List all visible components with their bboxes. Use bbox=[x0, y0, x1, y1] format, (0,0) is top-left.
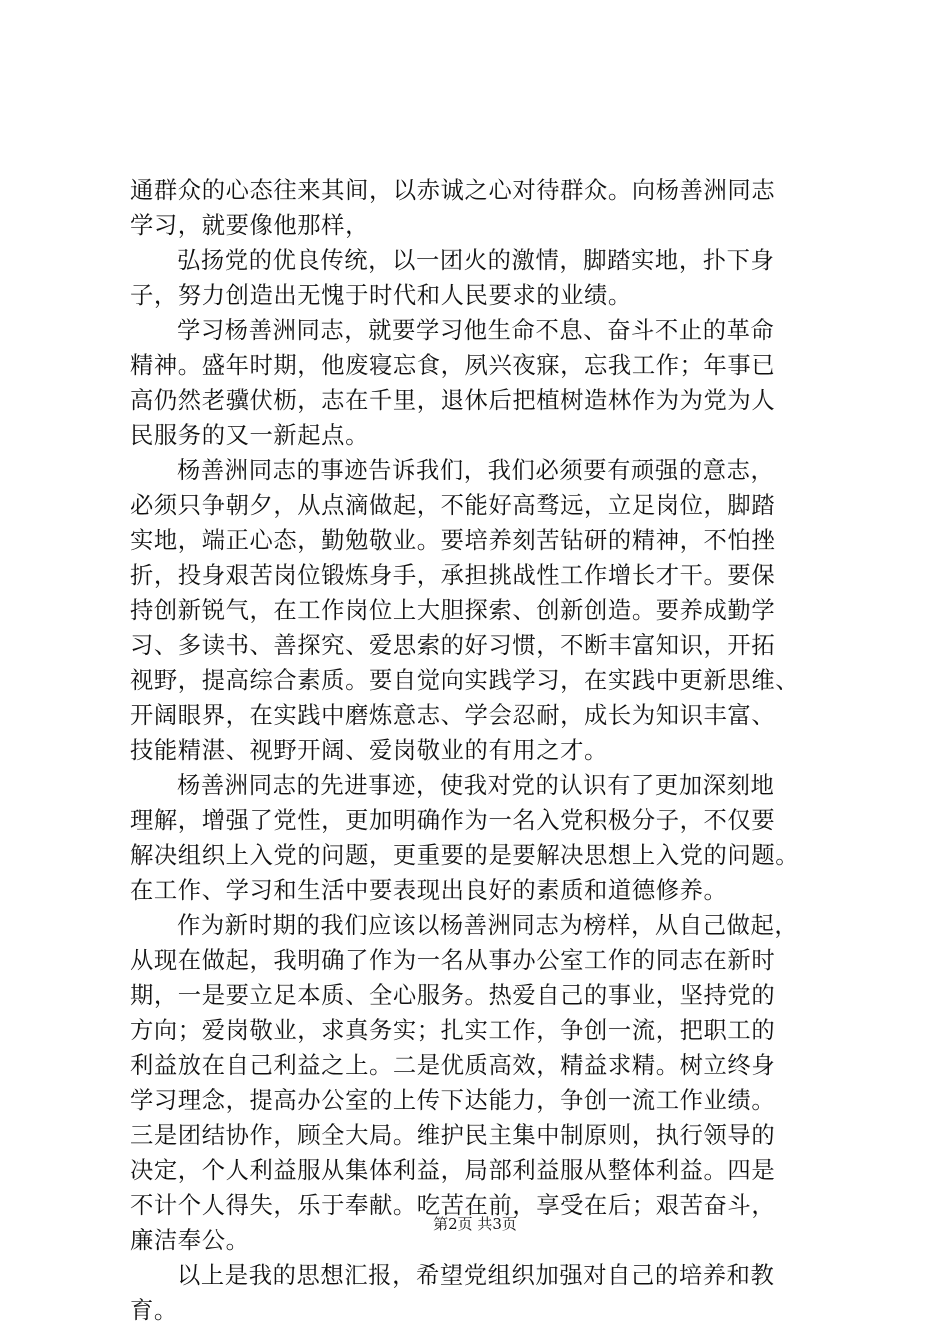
text-line: 民服务的又一新起点。 bbox=[130, 422, 369, 449]
text-line: 习、多读书、善探究、爱思索的好习惯，不断丰富知识，开拓 bbox=[130, 632, 776, 659]
text-line: 学习，就要像他那样， bbox=[130, 212, 369, 239]
text-line: 高仍然老骥伏枥，志在千里，退休后把植树造林作为为党为人 bbox=[130, 387, 776, 414]
text-line: 实地，端正心态，勤勉敬业。要培养刻苦钻研的精神，不怕挫 bbox=[130, 527, 776, 554]
text-line: 利益放在自己利益之上。二是优质高效，精益求精。树立终身 bbox=[130, 1052, 776, 1079]
document-body bbox=[130, 173, 830, 1328]
text-line: 杨善洲同志的事迹告诉我们，我们必须要有顽强的意志， bbox=[177, 457, 775, 484]
text-line: 期，一是要立足本质、全心服务。热爱自己的事业，坚持党的 bbox=[130, 982, 776, 1009]
text-line: 作为新时期的我们应该以杨善洲同志为榜样，从自己做起， bbox=[177, 912, 799, 939]
text-line: 不计个人得失，乐于奉献。吃苦在前，享受在后；艰苦奋斗， bbox=[130, 1192, 776, 1219]
text-line: 子，努力创造出无愧于时代和人民要求的业绩。 bbox=[130, 282, 632, 309]
text-line: 技能精湛、视野开阔、爱岗敬业的有用之才。 bbox=[130, 737, 608, 764]
text-line: 杨善洲同志的先进事迹，使我对党的认识有了更加深刻地 bbox=[177, 772, 775, 799]
page-footer: 第2页 共3页 bbox=[433, 1215, 517, 1233]
text-line: 学习杨善洲同志，就要学习他生命不息、奋斗不止的革命 bbox=[177, 317, 775, 344]
text-line: 必须只争朝夕，从点滴做起，不能好高骛远，立足岗位，脚踏 bbox=[130, 492, 776, 519]
text-line: 以上是我的思想汇报，希望党组织加强对自己的培养和教 bbox=[177, 1262, 775, 1289]
text-line: 通群众的心态往来其间，以赤诚之心对待群众。向杨善洲同志 bbox=[130, 177, 776, 204]
text-line: 持创新锐气，在工作岗位上大胆探索、创新创造。要养成勤学 bbox=[130, 597, 776, 624]
text-line: 开阔眼界，在实践中磨炼意志、学会忍耐，成长为知识丰富、 bbox=[130, 702, 776, 729]
text-line: 决定，个人利益服从集体利益，局部利益服从整体利益。四是 bbox=[130, 1157, 776, 1184]
text-line: 廉洁奉公。 bbox=[130, 1227, 250, 1254]
text-line: 折，投身艰苦岗位锻炼身手，承担挑战性工作增长才干。要保 bbox=[130, 562, 776, 589]
text-line: 方向；爱岗敬业，求真务实；扎实工作，争创一流，把职工的 bbox=[130, 1017, 776, 1044]
text-line: 解决组织上入党的问题，更重要的是要解决思想上入党的问题。 bbox=[130, 842, 800, 869]
text-line: 弘扬党的优良传统，以一团火的激情，脚踏实地，扑下身 bbox=[177, 247, 775, 274]
text-line: 精神。盛年时期，他废寝忘食，夙兴夜寐，忘我工作；年事已 bbox=[130, 352, 776, 379]
text-line: 学习理念，提高办公室的上传下达能力，争创一流工作业绩。 bbox=[130, 1087, 776, 1114]
text-line: 从现在做起，我明确了作为一名从事办公室工作的同志在新时 bbox=[130, 947, 776, 974]
text-line: 育。 bbox=[130, 1297, 178, 1324]
text-line: 在工作、学习和生活中要表现出良好的素质和道德修养。 bbox=[130, 877, 728, 904]
text-line: 视野，提高综合素质。要自觉向实践学习，在实践中更新思维、 bbox=[130, 667, 800, 694]
text-line: 理解，增强了党性，更加明确作为一名入党积极分子，不仅要 bbox=[130, 807, 776, 834]
text-line: 三是团结协作，顾全大局。维护民主集中制原则，执行领导的 bbox=[130, 1122, 776, 1149]
